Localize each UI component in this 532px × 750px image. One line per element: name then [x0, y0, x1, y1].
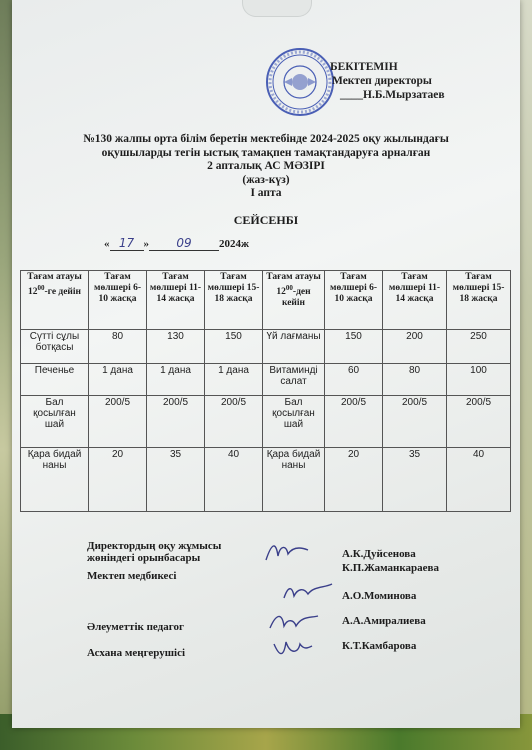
table-cell: Қара бидай наны — [21, 448, 89, 512]
table-row — [21, 448, 511, 512]
signature-position-nurse: Мектеп медбикесі — [87, 570, 177, 582]
table-cell: 80 — [383, 364, 447, 396]
handwritten-signature-icon — [266, 608, 322, 634]
official-seal-icon — [265, 47, 335, 117]
table-cell: Қара бидай наны — [263, 448, 325, 512]
document-sheet — [12, 0, 520, 728]
table-cell: Печенье — [21, 364, 89, 396]
signature-position-deputy: Директордың оқу жұмысы жөніндегі орынбасары — [87, 540, 222, 564]
table-row — [21, 364, 511, 396]
table-cell: 200 — [383, 330, 447, 364]
date-day: 17 — [118, 236, 135, 250]
table-cell: 80 — [89, 330, 147, 364]
table-cell: 1 дана — [89, 364, 147, 396]
table-cell: 40 — [447, 448, 511, 512]
table-cell: 200/5 — [89, 396, 147, 448]
sleeve-tab — [242, 0, 312, 17]
table-cell: 150 — [325, 330, 383, 364]
table-cell: 250 — [447, 330, 511, 364]
table-cell: Бал қосылған шай — [263, 396, 325, 448]
menu-title: №130 жалпы орта білім беретін мектебінде 2024-2025 оқу жылындағы оқушыларды тегін ыстық тамақпен тамақтандаруға арналған 2 апталық АС МӘЗІРІ (жаз-күз) I апта — [83, 133, 449, 199]
approval-heading: БЕКІТЕМІН — [330, 61, 398, 73]
signature-name: А.О.Моминова — [342, 590, 417, 602]
table-cell: 200/5 — [205, 396, 263, 448]
handwritten-signature-icon — [262, 538, 312, 566]
table-cell: 150 — [205, 330, 263, 364]
date-year: 2024ж — [219, 238, 249, 250]
table-cell: 200/5 — [447, 396, 511, 448]
table-header-row — [21, 271, 511, 330]
table-cell: 35 — [147, 448, 205, 512]
table-cell: 60 — [325, 364, 383, 396]
table-cell: 200/5 — [383, 396, 447, 448]
signature-name: А.А.Амиралиева — [342, 615, 426, 627]
date-month: 09 — [176, 236, 192, 250]
table-cell: Сүтті сұлы ботқасы — [21, 330, 89, 364]
header-cell: Тағам мөлшері 6-10 жасқа — [89, 271, 147, 330]
handwritten-signature-icon — [270, 636, 316, 662]
table-cell: 20 — [89, 448, 147, 512]
weekday: СЕЙСЕНБІ — [233, 213, 299, 227]
table-cell: Бал қосылған шай — [21, 396, 89, 448]
table-cell: 40 — [205, 448, 263, 512]
table-cell: 1 дана — [205, 364, 263, 396]
table-cell: Үй лағманы — [263, 330, 325, 364]
header-cell: Тағам мөлшері 15-18 жасқа — [447, 271, 511, 330]
signature-name: А.К.Дуйсенова — [342, 548, 416, 560]
menu-date: « 17 » 09 2024ж — [104, 236, 249, 250]
handwritten-signature-icon — [280, 580, 336, 604]
signature-name: К.Т.Камбарова — [342, 640, 417, 652]
table-cell: 130 — [147, 330, 205, 364]
signature-position-canteen-head: Асхана меңгерушісі — [87, 647, 186, 659]
header-cell: Тағам мөлшері 15-18 жасқа — [205, 271, 263, 330]
table-cell: 1 дана — [147, 364, 205, 396]
table-row — [21, 396, 511, 448]
header-cell: Тағам мөлшері 11-14 жасқа — [147, 271, 205, 330]
header-cell: Тағам мөлшері 6-10 жасқа — [325, 271, 383, 330]
approval-position: Мектеп директоры — [332, 75, 432, 87]
table-cell: 100 — [447, 364, 511, 396]
table-cell: 200/5 — [325, 396, 383, 448]
menu-table — [20, 270, 511, 512]
header-cell: Тағам мөлшері 11-14 жасқа — [383, 271, 447, 330]
header-cell: Тағам атауы $12^{00}-ге$ дейін — [21, 271, 89, 330]
table-cell: 20 — [325, 448, 383, 512]
signature-name: К.П.Жаманкараева — [342, 562, 440, 574]
table-cell: Витаминді салат — [263, 364, 325, 396]
table-cell: 35 — [383, 448, 447, 512]
approval-block — [330, 60, 445, 102]
table-row — [21, 330, 511, 364]
header-cell: Тағам атауы $12^{00}$-ден кейін — [263, 271, 325, 330]
signature-position-social-pedagogue: Әлеуметтік педагог — [87, 621, 184, 633]
table-cell: 200/5 — [147, 396, 205, 448]
approval-director-name: ____Н.Б.Мырзатаев — [340, 89, 445, 101]
